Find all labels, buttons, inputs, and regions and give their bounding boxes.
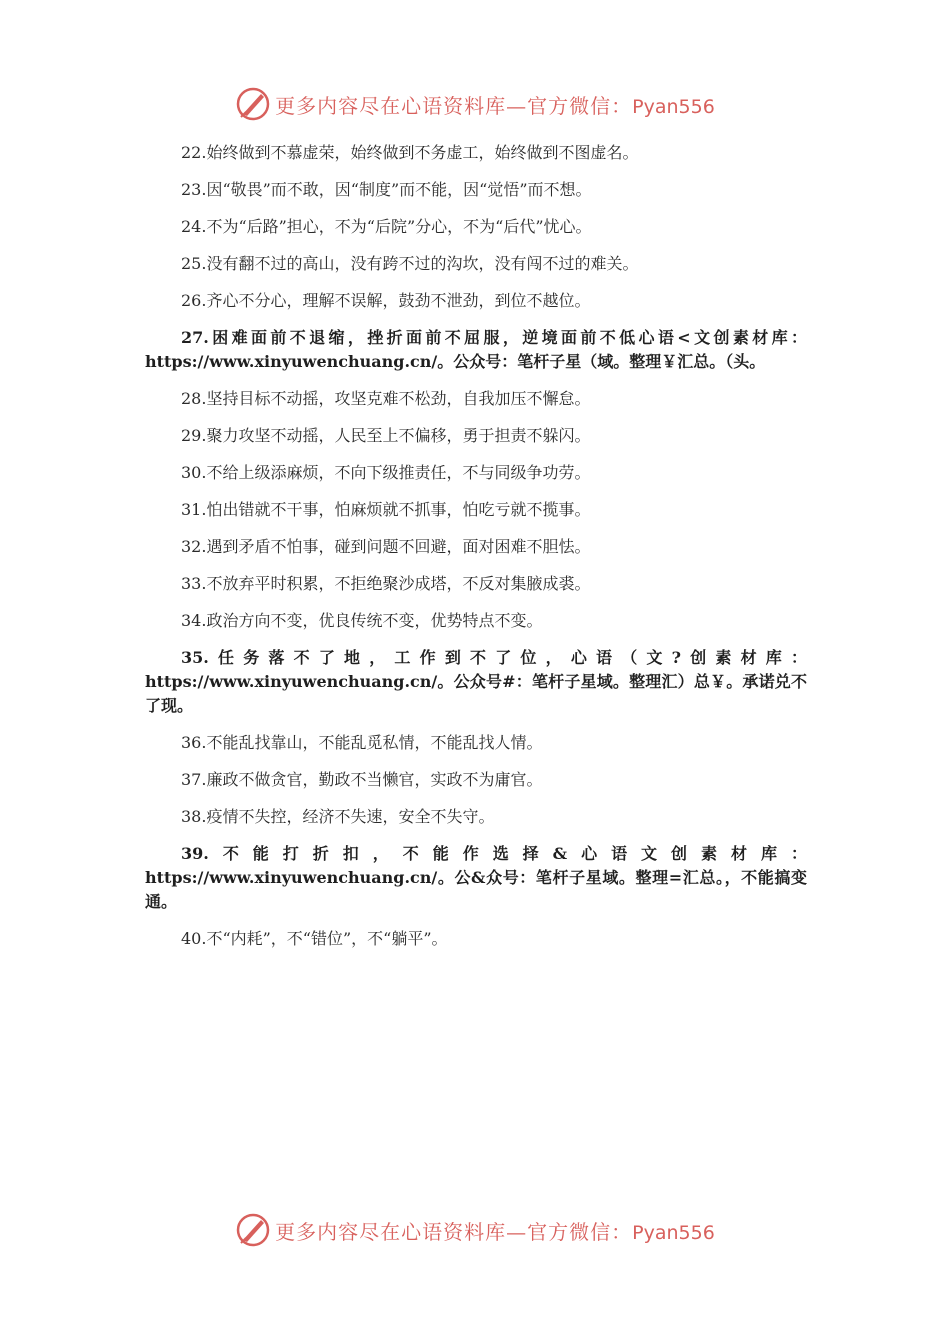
list-item: 22.始终做到不慕虚荣，始终做到不务虚工，始终做到不图虚名。 xyxy=(181,143,639,162)
banner-label: 更多内容尽在心语资料库—官方微信： xyxy=(275,1219,633,1244)
list-item: 33.不放弃平时积累，不拒绝聚沙成塔，不反对集腋成裘。 xyxy=(181,574,591,593)
document-body xyxy=(145,141,807,964)
footer-banner xyxy=(0,1208,950,1252)
list-item: 35.任务落不了地，工作到不了位，心语（文?创素材库：https://www.xinyuwenchuang.cn/。公众号#：笔杆子星域。整理汇）总￥。承诺兑不了现。 xyxy=(145,648,807,715)
list-item: 28.坚持目标不动摇，攻坚克难不松劲，自我加压不懈怠。 xyxy=(181,389,591,408)
quill-logo-icon xyxy=(235,86,271,122)
header-banner xyxy=(0,82,950,126)
list-item: 32.遇到矛盾不怕事，碰到问题不回避，面对困难不胆怯。 xyxy=(181,537,591,556)
list-item: 26.齐心不分心，理解不误解，鼓劲不泄劲，到位不越位。 xyxy=(181,291,591,310)
wechat-id: Pyan556 xyxy=(632,95,715,118)
quill-logo-icon xyxy=(235,1212,271,1248)
list-item: 23.因“敬畏”而不敢，因“制度”而不能，因“觉悟”而不想。 xyxy=(181,180,592,199)
list-item: 27.困难面前不退缩，挫折面前不屈服，逆境面前不低心语<文创素材库：https://www.xinyuwenchuang.cn/。公众号：笔杆子星（域。整理￥汇总。（头。 xyxy=(145,328,807,371)
list-item: 30.不给上级添麻烦，不向下级推责任，不与同级争功劳。 xyxy=(181,463,591,482)
list-item: 31.怕出错就不干事，怕麻烦就不抓事，怕吃亏就不揽事。 xyxy=(181,500,591,519)
wechat-id: Pyan556 xyxy=(632,1221,715,1244)
list-item: 34.政治方向不变，优良传统不变，优势特点不变。 xyxy=(181,611,543,630)
list-item: 39.不能打折扣，不能作选择&心语文创素材库：https://www.xinyuwenchuang.cn/。公&众号：笔杆子星域。整理=汇总。，不能搞变通。 xyxy=(145,844,807,911)
list-item: 24.不为“后路”担心，不为“后院”分心，不为“后代”忧心。 xyxy=(181,217,592,236)
list-item: 36.不能乱找靠山，不能乱觅私情，不能乱找人情。 xyxy=(181,733,543,752)
list-item: 38.疫情不失控，经济不失速，安全不失守。 xyxy=(181,807,495,826)
list-item: 29.聚力攻坚不动摇，人民至上不偏移，勇于担责不躲闪。 xyxy=(181,426,591,445)
banner-label: 更多内容尽在心语资料库—官方微信： xyxy=(275,93,633,118)
list-item: 37.廉政不做贪官，勤政不当懒官，实政不为庸官。 xyxy=(181,770,543,789)
banner-text xyxy=(275,1216,715,1245)
list-item: 40.不“内耗”，不“错位”，不“躺平”。 xyxy=(181,929,448,948)
list-item: 25.没有翻不过的高山，没有跨不过的沟坎，没有闯不过的难关。 xyxy=(181,254,639,273)
banner-text xyxy=(275,90,715,119)
